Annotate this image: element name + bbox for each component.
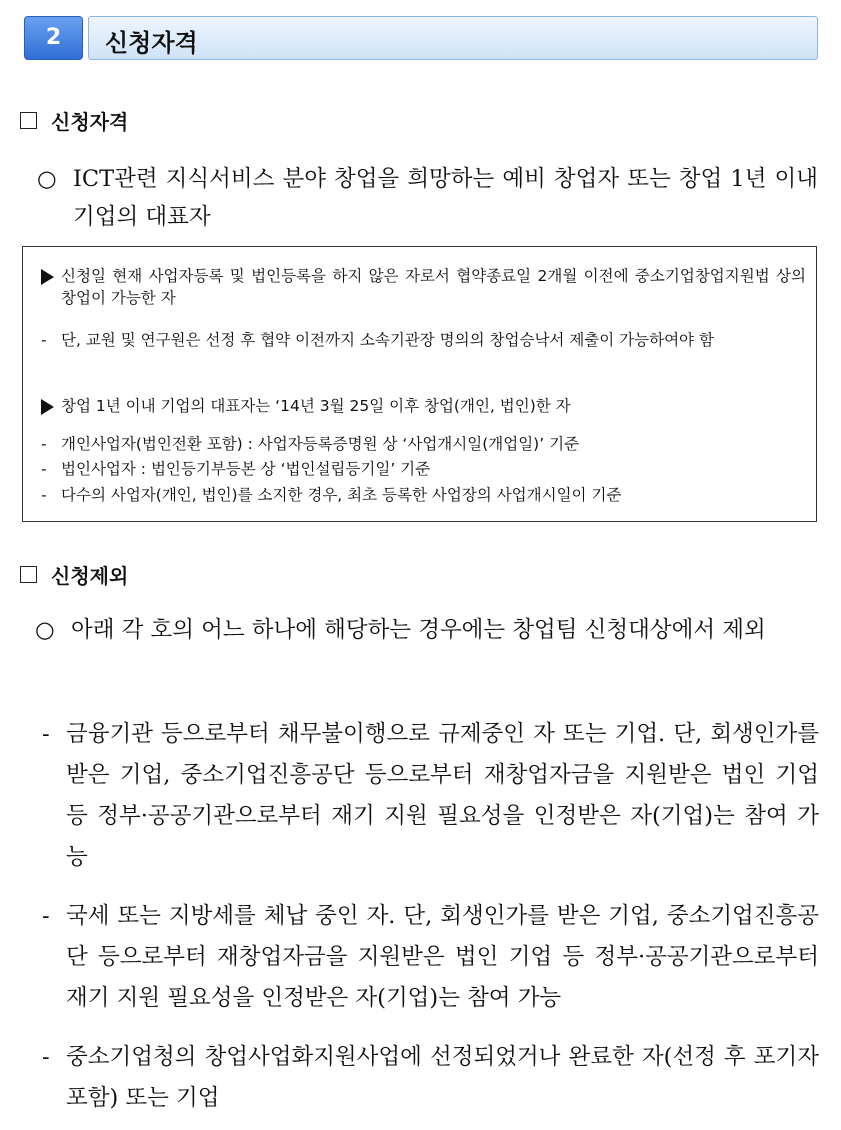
dash-bullet: - bbox=[42, 1044, 50, 1070]
checkbox-square-icon bbox=[20, 566, 37, 583]
exclusion-heading bbox=[20, 560, 128, 589]
section-header bbox=[24, 16, 818, 60]
circle-bullet-icon: ○ bbox=[37, 166, 57, 192]
exclusion-text: 아래 각 호의 어느 하나에 해당하는 경우에는 창업팀 신청대상에서 제외 bbox=[71, 617, 766, 643]
dash-bullet: - bbox=[41, 435, 47, 453]
exclusion-paragraph bbox=[35, 611, 819, 649]
box-item-1 bbox=[61, 265, 806, 309]
triangle-bullet-icon bbox=[41, 399, 54, 415]
checkbox-square-icon bbox=[20, 112, 37, 129]
qualification-text: ICT관련 지식서비스 분야 창업을 희망하는 예비 창업자 또는 창업 1년 이내 기업의 대표자 bbox=[73, 166, 818, 230]
section-title-box bbox=[88, 16, 818, 60]
box-note-text: 법인사업자 : 법인등기부등본 상 ‘법인설립등기일’ 기준 bbox=[61, 460, 431, 478]
triangle-bullet-icon bbox=[41, 269, 54, 285]
dash-bullet: - bbox=[41, 486, 47, 504]
exclusion-item-text: 금융기관 등으로부터 채무불이행으로 규제중인 자 또는 기업. 단, 회생인가를 받은 기업, 중소기업진흥공단 등으로부터 재창업자금을 지원받은 법인 기업 등 정부·공공기관으로부터 재기 지원 필요성을 인정받은 자(기업)는 참여 가능 bbox=[66, 721, 819, 870]
qualification-heading bbox=[20, 106, 128, 135]
box-note-text: 다수의 사업자(개인, 법인)를 소지한 경우, 최초 등록한 사업장의 사업개시일이 기준 bbox=[61, 486, 622, 504]
exclusion-item-2 bbox=[42, 896, 819, 1019]
exclusion-heading-text: 신청제외 bbox=[51, 564, 129, 588]
circle-bullet-icon: ○ bbox=[35, 617, 55, 643]
qualification-detail-box bbox=[22, 246, 817, 522]
box-item-1-note-text: 단, 교원 및 연구원은 선정 후 협약 이전까지 소속기관장 명의의 창업승낙서 제출이 가능하여야 함 bbox=[61, 331, 714, 349]
exclusion-item-text: 중소기업청의 창업사업화지원사업에 선정되었거나 완료한 자(선정 후 포기자 포함) 또는 기업 bbox=[66, 1044, 819, 1111]
qualification-paragraph bbox=[37, 160, 818, 236]
dash-bullet: - bbox=[42, 721, 50, 747]
dash-bullet: - bbox=[41, 460, 47, 478]
box-item-1-note bbox=[41, 329, 806, 351]
dash-bullet: - bbox=[42, 903, 50, 929]
section-number: 2 bbox=[24, 16, 83, 60]
box-item-2-note-1 bbox=[41, 433, 806, 455]
box-item-1-text: 신청일 현재 사업자등록 및 법인등록을 하지 않은 자로서 협약종료일 2개월 이전에 중소기업창업지원법 상의 창업이 가능한 자 bbox=[61, 267, 806, 307]
box-item-2-text: 창업 1년 이내 기업의 대표자는 ‘14년 3월 25일 이후 창업(개인, 법인)한 자 bbox=[61, 397, 571, 415]
qualification-heading-text: 신청자격 bbox=[51, 110, 129, 134]
exclusion-item-text: 국세 또는 지방세를 체납 중인 자. 단, 회생인가를 받은 기업, 중소기업진흥공단 등으로부터 재창업자금을 지원받은 법인 기업 등 정부·공공기관으로부터 재기 지원 필요성을 인정받은 자(기업)는 참여 가능 bbox=[66, 903, 819, 1011]
box-note-text: 개인사업자(법인전환 포함) : 사업자등록증명원 상 ‘사업개시일(개업일)’ 기준 bbox=[61, 435, 580, 453]
box-item-2 bbox=[61, 395, 806, 417]
dash-bullet: - bbox=[41, 331, 47, 349]
exclusion-item-1 bbox=[42, 714, 819, 878]
section-title: 신청자격 bbox=[105, 29, 198, 57]
box-item-2-note-3 bbox=[41, 484, 806, 506]
box-item-2-note-2 bbox=[41, 458, 806, 480]
exclusion-item-3 bbox=[42, 1037, 819, 1119]
